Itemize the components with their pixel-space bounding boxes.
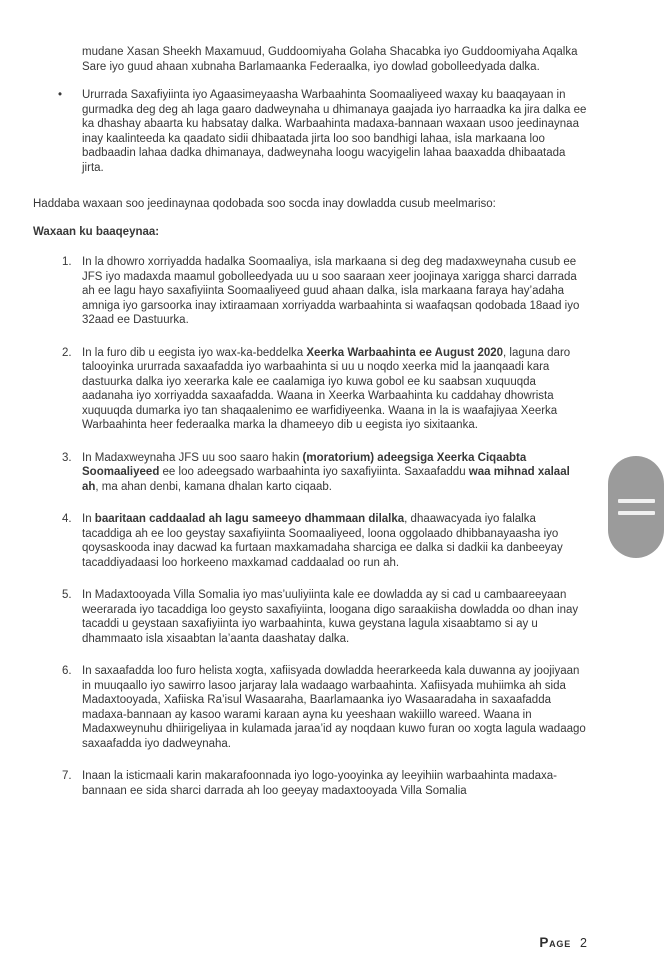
section-heading: Waxaan ku baaqeynaa: — [33, 225, 160, 238]
paragraph-intro-continuation: mudane Xasan Sheekh Maxamuud, Guddoomiyaha Golaha Shacabka iyo Guddoomiyaha Aqalka Sare iyo guud ahaan xubnaha Barlamaanka Federaalka, iyo dowlad gobolleedyada dalka. — [82, 46, 578, 73]
bullet-icon: • — [58, 89, 63, 101]
text-run: , ma ahan denbi, kamana dhalan karto ciqaab. — [95, 480, 332, 493]
list-item-text — [82, 588, 587, 646]
list-item-number: 1. — [62, 256, 72, 268]
page-label: Page — [539, 935, 572, 950]
text-run: , laguna daro talooyinka ururrada saxaafadda iyo warbaahinta si uu u noqdo xeerka mid la jaanqaadi kara dastuurka dalka iyo xeerarka kale ee caalamiga iyo kuwa gobol ee ku saabsan xuquuqda aadanaha iyo xorriyadda saxaafadda. Waana in Xeerka Warbaahinta ku caddahay dhowrista xuquuqda dumarka iyo tan shaqaalenimo ee warfidiyeenka. Waana in la is waafajiyaa Xeerka Warbaahinta heer federaalka marka la dhameeyo dib u eegista iyo sixitaanka. — [82, 346, 571, 431]
list-item-number: 7. — [62, 770, 72, 782]
list-item-number: 6. — [62, 665, 72, 677]
grip-line — [618, 511, 655, 515]
list-item-text — [82, 664, 587, 751]
text-run: In Madaxweynaha JFS uu soo saaro hakin — [82, 451, 303, 464]
bullet-paragraph — [58, 88, 587, 175]
list-item-5 — [33, 588, 587, 646]
text-run-bold: (moratorium) adeegsiga Xeerka Ciqaabta Soomaaliyeed — [82, 451, 527, 478]
text-run: , dhaawacyada iyo falalka tacaddiga ah ee loo geystay saxafiyiinta Soomaaliyeed, loona oggolaado dhibbanayaasha iyo qoysaskooda inay dacwad ka furtaan maxkamadaha sharciga ee dalka si dadkii ka danbeeyay tacaddiyadaasi loo horkeeno maxkamad caddaalad oo run ah. — [82, 513, 563, 569]
list-item-text — [82, 255, 587, 328]
fast-scroll-handle[interactable] — [608, 456, 664, 558]
bullet-paragraph-text: Ururrada Saxafiyiinta iyo Agaasimeyaasha Warbaahinta Soomaaliyeed waxay ku baaqayaan in gurmadka deg deg ah laga gaaro dadweynaha u dhimanaya gaajada iyo harraadka ka jira dalka ee ka dhashay abaarta ku habsatay dalka. Warbaahinta madaxa-bannaan waxaan usoo jeedinaynaa inay kaalinteeda ka qaadato sidii dhibaatada jirta loo soo bandhigi lahaa, isla markaana loo badbaadin lahaa dadka dhimanaya, dadweynaha loogu wacyigelin lahaa baaxadda dhibaatada jirta. — [82, 89, 587, 174]
list-item-text — [82, 512, 587, 570]
text-run: In saxaafadda loo furo helista xogta, xafiisyada dowladda heerarkeeda kala duwanna ay joojiyaan in muuqaallo iyo sawirro lasoo jarjaray lala wadaago warbaahinta. Xafiisyada muhiimka ah sida Madaxtooyada, Xafiiska Ra’isul Wasaaraha, Baarlamaanka iyo Wasaaradaha in saxaafadda madaxa-bannaan ay kasoo warami karaan ayna ku yeeshaan wakiillo wareed. Waana in Madaxweynuhu dhiirigeliyaa in kulamada jaraa’id ay noqdaan kuwo furan oo xogta lagula wadaago saxaafadda iyo dadweynaha. — [82, 665, 586, 750]
list-item-2 — [33, 346, 587, 433]
text-run: In Madaxtooyada Villa Somalia iyo mas’uuliyiinta kale ee dowladda ay si cad u cambaareeyaan weerarada iyo tacaddiga loo geysto saxafiyiinta, loogana digo saraakiisha dowladda oo dhan inay tacaddi u geystaan saxafiyiinta iyo warbaahinta, kuwa geystana lagula xisaabtamo si ay u dhammaato isla xisaabtan la’aanta daashatay dalka. — [82, 589, 579, 645]
text-run-bold: baaritaan caddaalad ah lagu sameeyo dhammaan dilalka — [94, 513, 405, 525]
paragraph-proposal: Haddaba waxaan soo jeedinaynaa qodobada soo socda inay dowladda cusub meelmariso: — [33, 198, 496, 210]
demands-list — [33, 255, 587, 798]
list-item-number: 4. — [62, 513, 72, 525]
text-run: In la dhowro xorriyadda hadalka Soomaaliya, isla markaana si deg deg madaxweynaha cusub ee JFS iyo madaxda maamul gobolleedyada uu u soo saaraan xeer joojinaya xarigga sharci darrada ah ee lagu hayo saxafiyiinta Soomaaliyeed guud ahaan dalka, isla markaana faraya hay’adaha amniga iyo garsoorka inay ixtiraamaan xorriyadda warbaahinta si waafaqsan qodobada 18aad iyo 32aad ee Dastuurka. — [82, 256, 580, 326]
grip-lines-icon — [618, 499, 655, 523]
list-item-6 — [33, 664, 587, 751]
page-number: 2 — [580, 936, 587, 950]
list-item-4 — [33, 512, 587, 570]
page-footer — [0, 936, 587, 952]
list-item-text — [82, 346, 587, 433]
list-item-number: 5. — [62, 589, 72, 601]
list-item-number: 3. — [62, 451, 72, 464]
list-item-3 — [33, 451, 587, 495]
list-item-1 — [33, 255, 587, 328]
list-item-7 — [33, 769, 587, 798]
list-item-text — [82, 451, 587, 495]
text-run-bold: Xeerka Warbaahinta ee August 2020 — [306, 346, 504, 359]
text-run: Inaan la isticmaali karin makarafoonnada iyo logo-yooyinka ay leeyihiin warbaahinta madaxa-bannaan ee sida sharci darrada ah loo geeyay madaxtooyada Villa Somalia — [82, 770, 557, 797]
text-run: In — [82, 513, 95, 525]
list-item-text — [82, 769, 587, 798]
list-item-number: 2. — [62, 346, 72, 359]
text-run-bold: waa mihnad xalaal ah — [82, 466, 570, 493]
grip-line — [618, 499, 655, 503]
text-run: ee loo adeegsado warbaahinta iyo saxafiyiinta. Saxaafaddu — [159, 466, 469, 478]
text-run: In la furo dib u eegista iyo wax-ka-beddelka — [82, 346, 307, 359]
